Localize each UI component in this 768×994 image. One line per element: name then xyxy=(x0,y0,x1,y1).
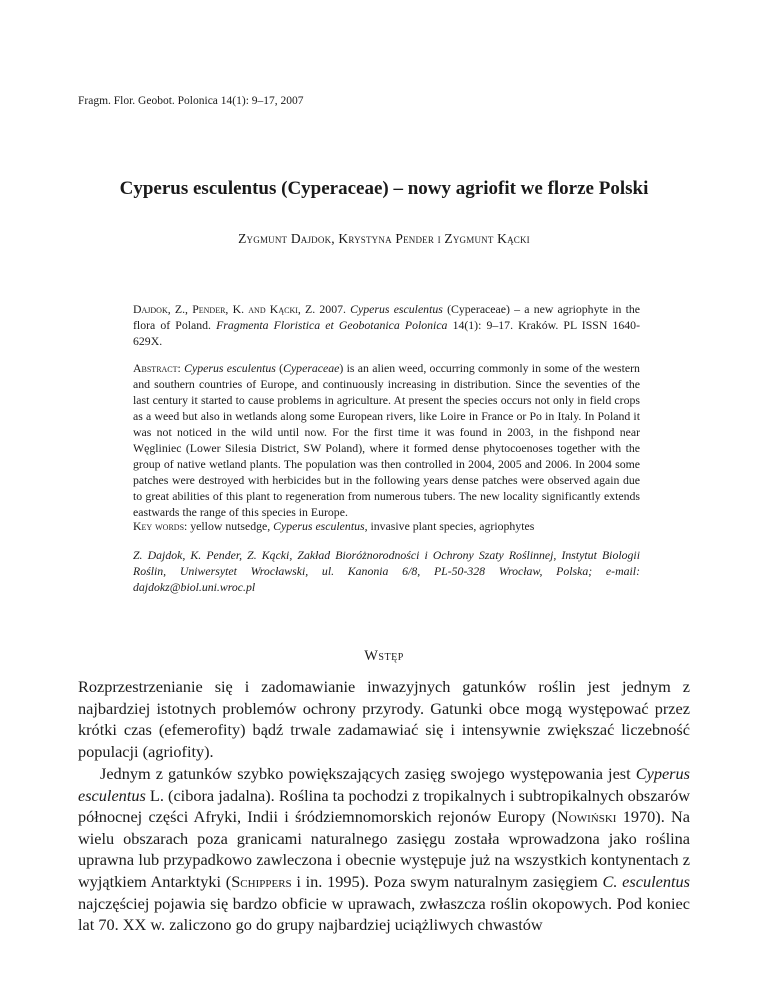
body-paragraph-2 xyxy=(78,763,690,936)
p2-species: Cyperus esculentus xyxy=(78,764,690,805)
section-heading: Wstęp xyxy=(364,648,404,664)
citation-title: (Cyperaceae) – a new agriophyte in the flora of Poland. xyxy=(133,302,641,332)
abstract-label: Abstract: xyxy=(133,361,181,375)
keywords-before: yellow nutsedge, xyxy=(190,519,271,533)
citation-species: Cyperus esculentus xyxy=(350,302,443,316)
p2-text-e: najczęściej pojawia się bardzo obficie w uprawach, zwłaszcza roślin okopowych. Pod koniec lat 70. XX w. zaliczono go do grupy najbardziej uciążliwych chwastów xyxy=(78,893,690,935)
citation-rest: 14(1): 9–17. Kraków. PL ISSN 1640-629X. xyxy=(133,318,640,348)
abstract-text: is an alien weed, occurring commonly in some of the western and southern countries of Europe, and continuously increasing in distribution. Since the seventies of the last century it started to cause problems in agriculture. At present the species occurs not only in field crops as a weed but also in wetlands along some European rivers, like Loire in France or Po in Italy. In Poland it was not noticed in the wild until now. For the first time it was found in 2003, in the fishpond near Węgliniec (Lower Silesia District, SW Poland), where it formed dense phytocoenoses together with the group of native wetland plants. The population was then controlled in 2004, 2005 and 2006. In 2004 some patches were destroyed with herbicides but in the following years dense patches were observed again due to great abilities of this plant to regeneration from numerous tubers. The new locality significantly extends eastwards the range of this species in Europe. xyxy=(133,361,640,519)
body-paragraph-1: Rozprzestrzenianie się i zadomawianie inwazyjnych gatunków roślin jest jednym z najbardziej istotnych problemów ochrony przyrody. Gatunki obce mogą występować przez krótki czas (efemerofity) bądź trwale zadamawiać się i intensywnie zwiększać liczebność populacji (agriofity). xyxy=(78,677,690,761)
citation-names: Dajdok, Z., Pender, K. and Kącki, Z. 2007. xyxy=(133,302,346,316)
author-list: Zygmunt Dajdok, Krystyna Pender i Zygmunt Kącki xyxy=(238,231,530,246)
citation-journal: Fragmenta Floristica et Geobotanica Polonica xyxy=(216,318,448,332)
keywords-after: , invasive plant species, agriophytes xyxy=(364,519,535,533)
p2-species-2: C. esculentus xyxy=(602,871,690,891)
citation-block xyxy=(133,301,640,349)
p2-text-a: Jednym z gatunków szybko powiększających zasięg swojego występowania jest xyxy=(100,764,631,783)
abstract-species: Cyperus esculentus xyxy=(184,361,276,375)
keywords-label: Key words: xyxy=(133,519,188,533)
abstract-block: Abstract: Cyperus esculentus (Cyperaceae) is an alien weed, occurring commonly in some of the western and southern countries of Europe, and continuously increasing in distribution. Since the seventies of the last century it started to cause problems in agriculture. At present the species occurs not only in field crops as a weed but also in wetlands along some European rivers, like Loire in France or Po in Italy. In Poland it was not noticed in the wild until now. For the first time it was found in 2003, in the fishpond near Węgliniec (Lower Silesia District, SW Poland), where it formed dense phytocoenoses together with the group of native wetland plants. The population was then controlled in 2004, 2005 and 2006. In 2004 some patches were destroyed with herbicides but in the following years dense patches were observed again due to great abilities of this plant to regeneration from numerous tubers. The new locality significantly extends eastwards the range of this species in Europe. xyxy=(133,361,640,519)
p2-ref-schippers: Schippers xyxy=(231,871,292,891)
article-title: Cyperus esculentus (Cyperaceae) – nowy agriofit we florze Polski xyxy=(119,178,649,199)
author-address: Z. Dajdok, K. Pender, Z. Kącki, Zakład Bioróżnorodności i Ochrony Szaty Roślinnej, Instytut Biologii Roślin, Uniwersytet Wrocławski, ul. Kanonia 6/8, PL-50-328 Wrocław, Polska; e-mail: dajdokz@biol.uni.wroc.pl xyxy=(133,548,640,594)
abstract-family: Cyperaceae xyxy=(283,361,340,375)
keywords-species: Cyperus esculentus xyxy=(273,519,365,533)
journal-reference: Fragm. Flor. Geobot. Polonica 14(1): 9–17, 2007 xyxy=(78,95,304,107)
p2-text-c: 1970). Na wielu obszarach poza granicami naturalnego zasięgu została wprowadzona jako roślina uprawna lub przypadkowo zawleczona i obecnie występuje już na wszystkich kontynentach z wyjątkiem Antarktyki ( xyxy=(78,807,691,891)
keywords-block xyxy=(133,518,640,534)
p2-text-d: i in. 1995). Poza swym naturalnym zasięgiem xyxy=(296,871,598,891)
p2-text-b: L. (cibora jadalna). Roślina ta pochodzi z tropikalnych i subtropikalnych obszarów północnej części Afryki, Indii i śródziemnomorskich rejonów Europy ( xyxy=(78,785,690,827)
p2-ref-nowinski: Nowiński xyxy=(557,807,617,827)
